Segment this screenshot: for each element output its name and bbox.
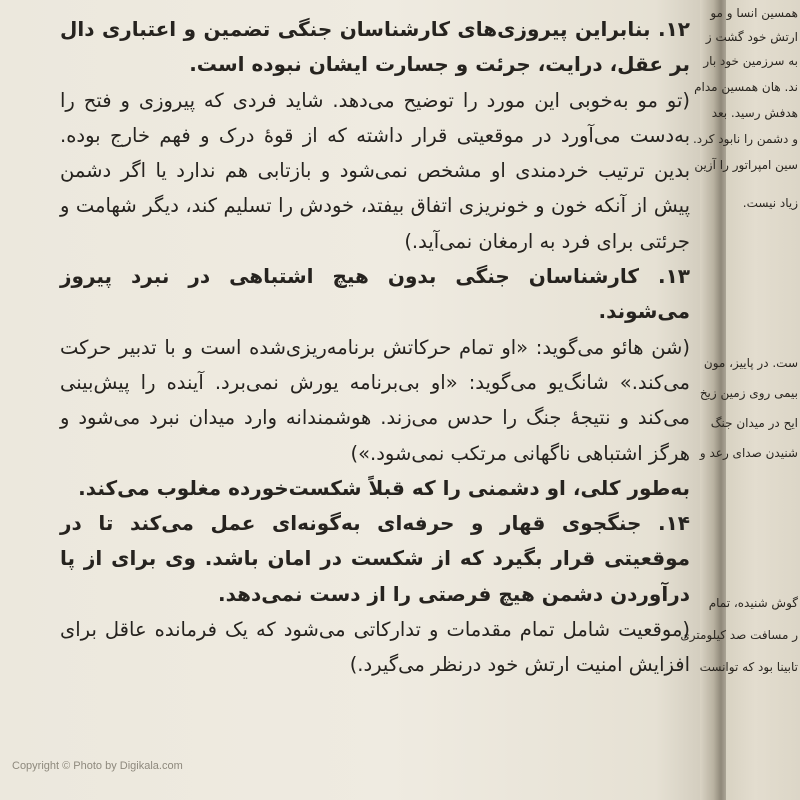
edge-line: زیاد نیست. bbox=[742, 196, 798, 210]
paragraph-summary: به‌طور کلی، او دشمنی را که قبلاً شکست‌خورده مغلوب می‌کند. bbox=[78, 475, 690, 500]
copyright-watermark: Copyright © Photo by Digikala.com bbox=[12, 760, 183, 772]
edge-line: به سرزمین خود بار bbox=[703, 54, 798, 68]
paragraph-item-12: ۱۲. بنابراین پیروزی‌های کارشناسان جنگی تضمین و اعتباری دال بر عقل، درایت، جرئت و جسارت ایشان نبوده است. bbox=[60, 17, 690, 77]
edge-line: ر مسافت صد کیلومتری bbox=[680, 628, 798, 642]
paragraph-commentary: (تو مو به‌خوبی این مورد را توضیح می‌دهد. شاید فردی که پیروزی و فتح را به‌دست می‌آورد در موقعیتی قرار داشته که از قوهٔ درک و فهم خارج بوده. بدین ترتیب خردمندی او مشخص نمی‌شود و بازتابی هم ندارد یا اگر دشمن پیش از آنکه خون و خونریزی اتفاق بیفتد، خودش را تسلیم کند، دیگر شهامت و جرئتی برای فرد به ارمغان نمی‌آید.) bbox=[60, 88, 690, 253]
edge-line: همسین انسا و مو bbox=[710, 6, 798, 20]
edge-line: بیمی روی زمین زیخ bbox=[699, 386, 798, 400]
paragraph-commentary: (شن هائو می‌گوید: «او تمام حرکاتش برنامه‌ریزی‌شده است و با تدبیر حرکت می‌کند.» شانگ‌یو می‌گوید: «او بی‌برنامه یورش نمی‌برد. آینده را پیش‌بینی می‌کند و نتیجهٔ جنگ را حدس می‌زند. هوشمندانه وارد میدان نبرد می‌شود و هرگز اشتباهی ناگهانی مرتکب نمی‌شود.») bbox=[60, 335, 690, 465]
edge-line: شنیدن صدای رعد و bbox=[699, 446, 798, 460]
edge-line: گوش شنیده، تمام bbox=[708, 596, 798, 610]
edge-line: ست. در پاییز، مون bbox=[703, 356, 798, 370]
paragraph-item-14: ۱۴. جنگجوی قهار و حرفه‌ای به‌گونه‌ای عمل می‌کند تا در موقعیتی قرار بگیرد که از شکست در امان باشد. وی برای از پا درآوردن دشمن هیچ فرصتی را از دست نمی‌دهد. bbox=[60, 511, 690, 606]
paragraph-item-13: ۱۳. کارشناسان جنگی بدون هیچ اشتباهی در نبرد پیروز می‌شوند. bbox=[60, 264, 690, 324]
edge-line: ارتش خود گشت ز bbox=[705, 30, 798, 44]
edge-line: ند. هان همسین مدام bbox=[694, 80, 798, 94]
paragraph-commentary: (موقعیت شامل تمام مقدمات و تدارکاتی می‌شود که یک فرمانده عاقل برای افزایش امنیت ارتش خود درنظر می‌گیرد.) bbox=[60, 618, 690, 677]
edge-line: تابینا بود که توانست bbox=[699, 660, 798, 674]
edge-line: و دشمن را نابود کرد. bbox=[692, 132, 798, 146]
next-page-edge bbox=[680, 0, 800, 800]
edge-line: ایح در میدان جنگ bbox=[710, 416, 798, 430]
edge-line: سین امپراتور را آزین bbox=[694, 158, 798, 172]
page-text bbox=[60, 12, 690, 683]
edge-line: هدفش رسید. بعد bbox=[711, 106, 798, 120]
